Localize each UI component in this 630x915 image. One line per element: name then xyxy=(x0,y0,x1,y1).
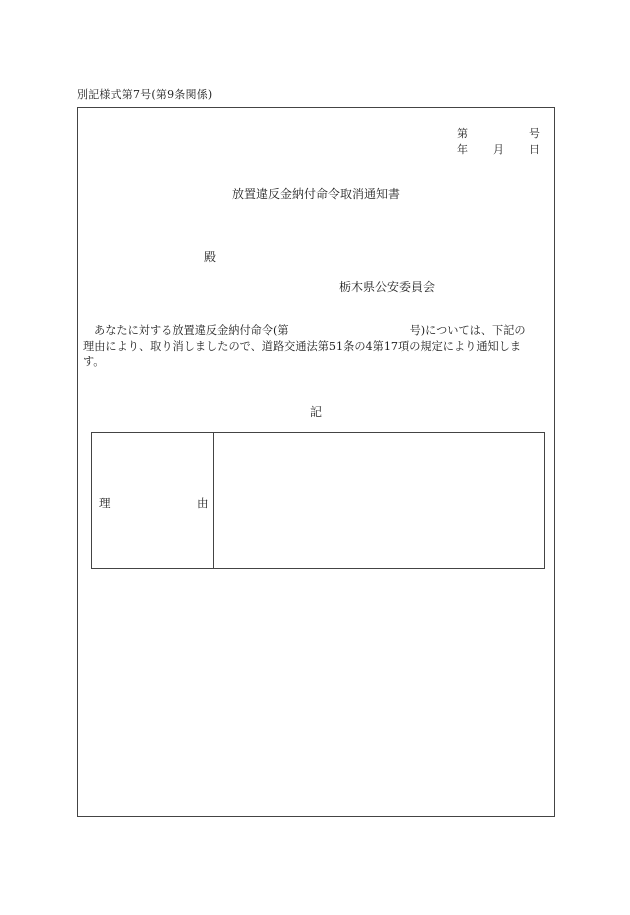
form-label: 別記様式第7号(第9条関係) xyxy=(77,88,213,101)
notice-body xyxy=(83,323,553,370)
addressee-honorific: 殿 xyxy=(204,250,217,264)
number-suffix: 号 xyxy=(529,127,540,140)
body-line-1-end: 号)については、下記の xyxy=(409,324,526,337)
date-year: 年 xyxy=(457,143,468,156)
reason-value-cell xyxy=(214,433,544,568)
ki-heading: 記 xyxy=(309,405,322,419)
reason-label-left: 理 xyxy=(99,496,111,510)
reason-label-cell xyxy=(92,433,214,568)
date-day: 日 xyxy=(529,143,540,156)
issuer-name: 栃木県公安委員会 xyxy=(339,280,436,294)
body-line-1 xyxy=(83,323,553,339)
reason-label-right: 由 xyxy=(197,496,209,510)
number-prefix: 第 xyxy=(457,127,468,140)
body-line-2: 理由により、取り消しましたので、道路交通法第51条の4第17項の規定により通知しま xyxy=(83,339,522,353)
notice-frame xyxy=(77,107,555,817)
document-title: 放置違反金納付命令取消通知書 xyxy=(231,187,400,201)
body-line-1-start: あなたに対する放置違反金納付命令(第 xyxy=(94,324,289,337)
reason-table xyxy=(91,432,545,569)
date-month: 月 xyxy=(493,143,504,156)
body-line-3: す。 xyxy=(83,355,105,368)
